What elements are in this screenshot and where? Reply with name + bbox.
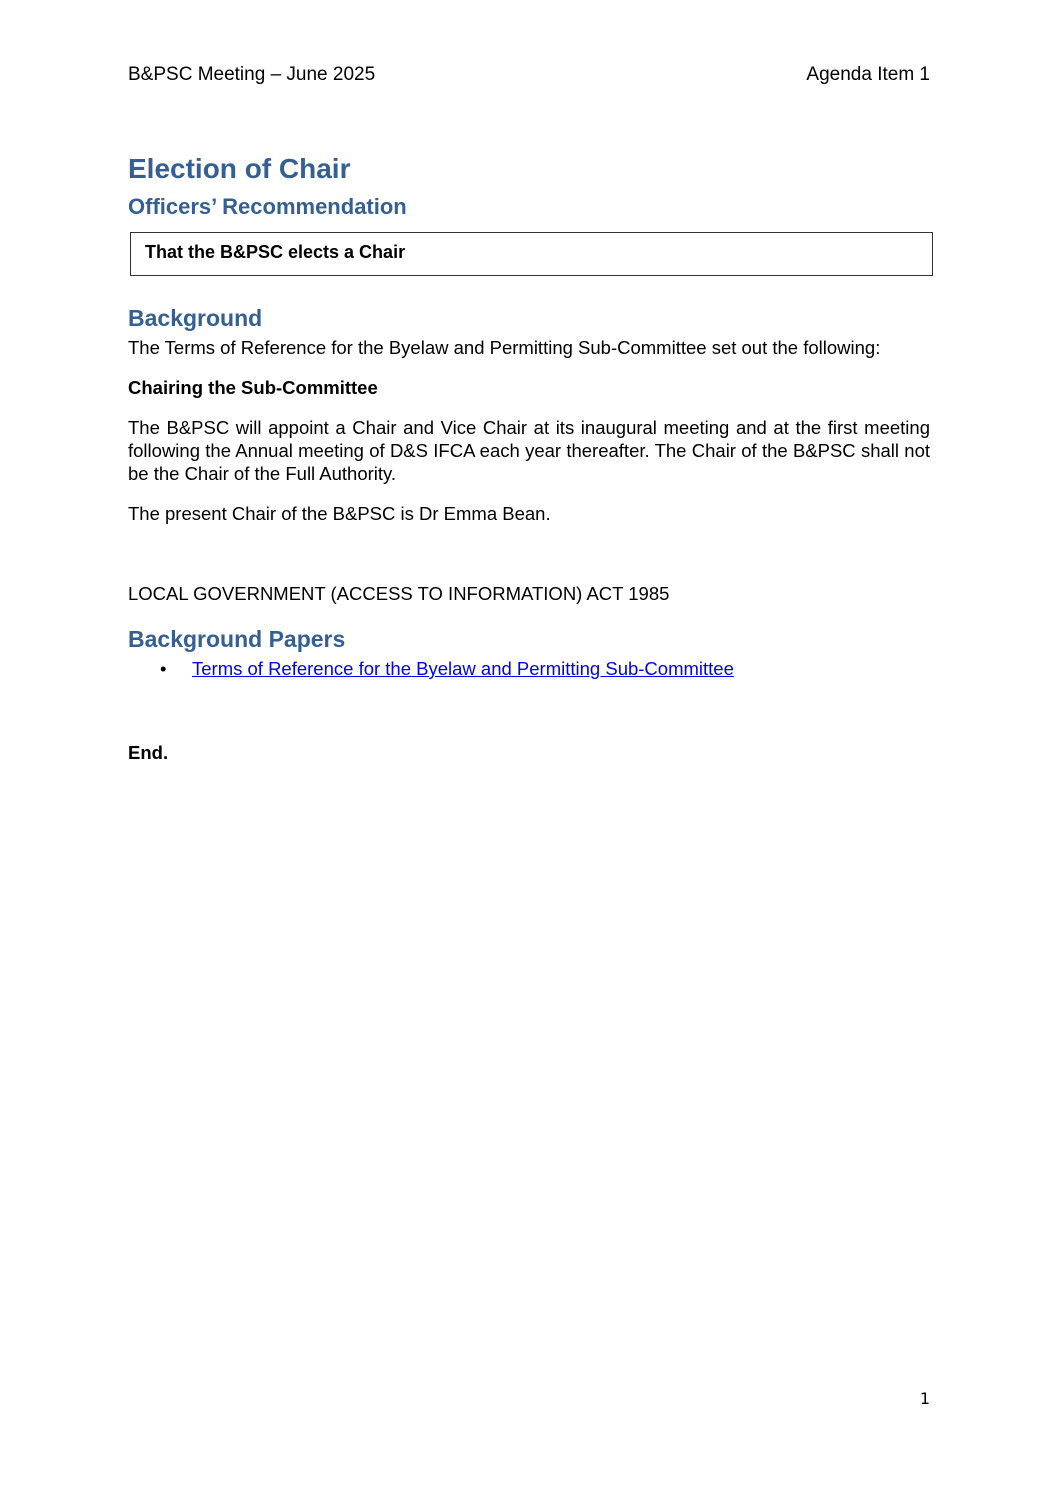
present-chair-text: The present Chair of the B&PSC is Dr Emma Bean.: [128, 503, 551, 524]
chairing-subheading: Chairing the Sub-Committee: [128, 377, 378, 398]
header-meeting-title: B&PSC Meeting – June 2025: [128, 64, 376, 85]
background-papers-heading: Background Papers: [128, 626, 346, 652]
page-title: Election of Chair: [128, 153, 351, 184]
bullet-icon: •: [160, 658, 167, 679]
page-number: 1: [919, 1389, 930, 1408]
recommendation-text: That the B&PSC elects a Chair: [145, 242, 406, 262]
terms-of-reference-link[interactable]: Terms of Reference for the Byelaw and Permitting Sub-Committee: [192, 658, 734, 679]
background-intro: The Terms of Reference for the Byelaw and Permitting Sub-Committee set out the following:: [128, 337, 881, 358]
chairing-body: The B&PSC will appoint a Chair and Vice Chair at its inaugural meeting and at the first meeting following the Annual meeting of D&S IFCA each year thereafter. The Chair of the B&PSC shall not be the Chair of the Full Authority.: [128, 417, 930, 484]
recommendation-heading: Officers’ Recommendation: [128, 194, 407, 219]
act-title: LOCAL GOVERNMENT (ACCESS TO INFORMATION) ACT 1985: [128, 583, 670, 604]
header-agenda-item: Agenda Item 1: [806, 64, 930, 85]
recommendation-box: [130, 232, 933, 276]
end-text: End.: [128, 742, 169, 763]
background-heading: Background: [128, 305, 263, 331]
